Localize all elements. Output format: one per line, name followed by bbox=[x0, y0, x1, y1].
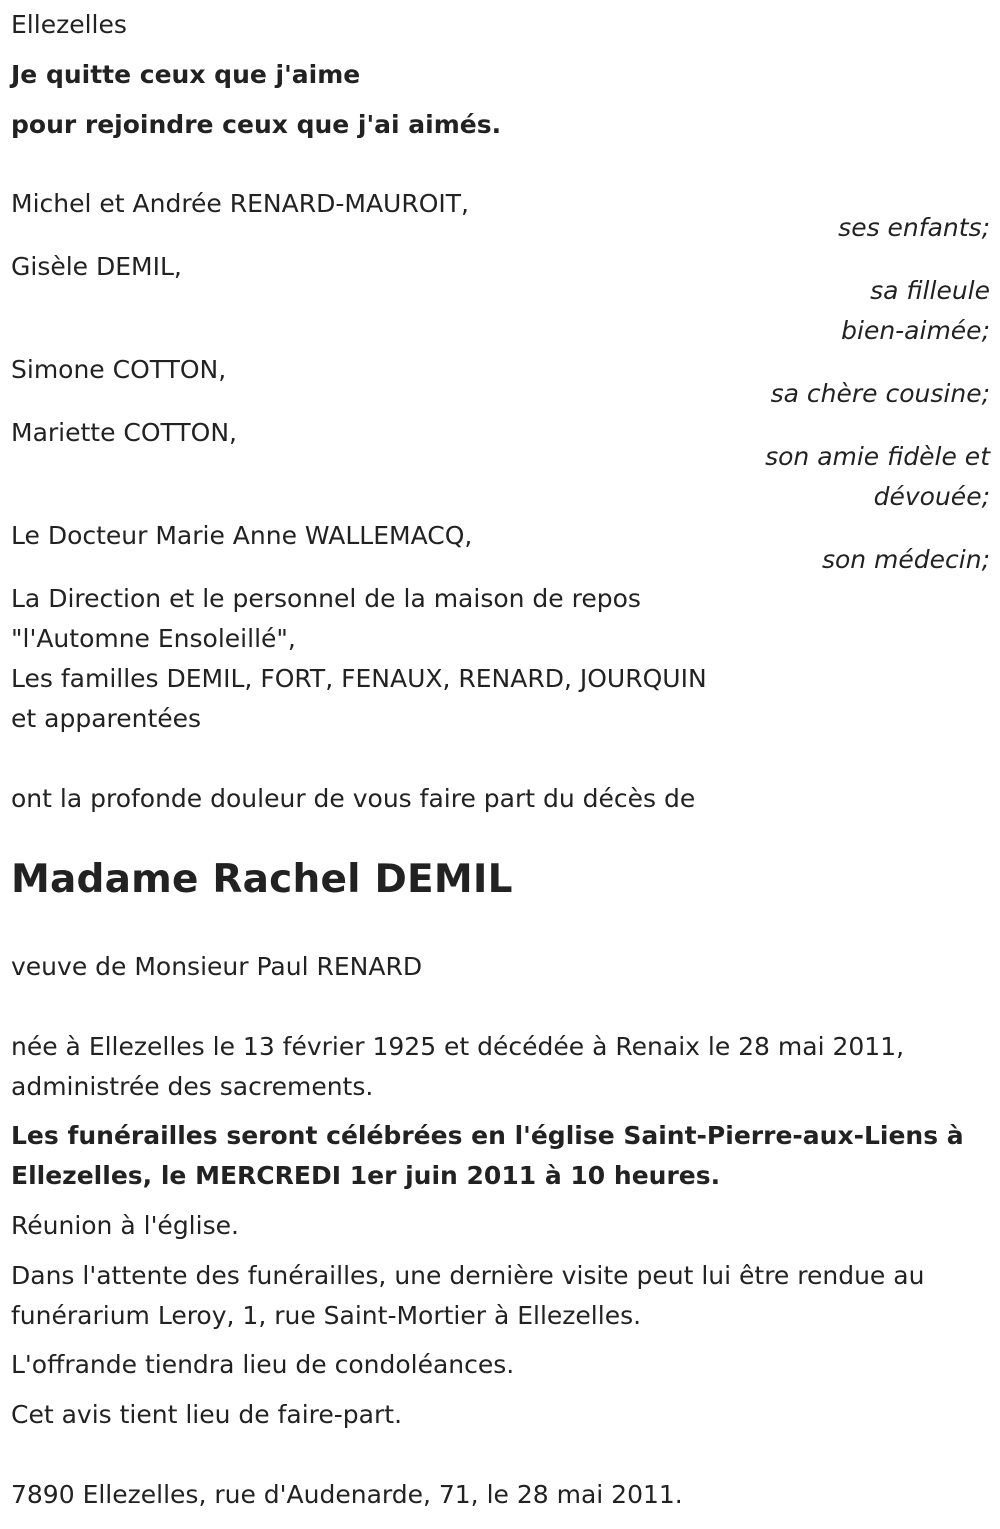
offering: L'offrande tiendra lieu de condoléances. bbox=[11, 1350, 515, 1379]
mourner-relation-1: ses enfants; bbox=[838, 213, 990, 242]
quote-line-1: Je quitte ceux que j'aime bbox=[11, 60, 361, 89]
quote-line-2: pour rejoindre ceux que j'ai aimés. bbox=[11, 110, 502, 139]
mourner-name-4: Mariette COTTON, bbox=[11, 418, 237, 447]
mourner-name-1: Michel et Andrée RENARD-MAUROIT, bbox=[11, 189, 469, 218]
notice: Cet avis tient lieu de faire-part. bbox=[11, 1400, 403, 1429]
deceased-name: Madame Rachel DEMIL bbox=[11, 857, 513, 902]
funeral-line-1: Les funérailles seront célébrées en l'église Saint-Pierre-aux-Liens à bbox=[11, 1121, 964, 1150]
sacraments: administrée des sacrements. bbox=[11, 1072, 374, 1101]
mourner-relation-2a: sa filleule bbox=[870, 276, 990, 305]
visit-line-1: Dans l'attente des funérailles, une dernière visite peut lui être rendue au bbox=[11, 1261, 925, 1290]
others-line-1: La Direction et le personnel de la maison de repos bbox=[11, 584, 641, 613]
birth-death: née à Ellezelles le 13 février 1925 et décédée à Renaix le 28 mai 2011, bbox=[11, 1032, 905, 1061]
others-line-4: et apparentées bbox=[11, 704, 202, 733]
meeting: Réunion à l'église. bbox=[11, 1211, 239, 1240]
visit-line-2: funérarium Leroy, 1, rue Saint-Mortier à Ellezelles. bbox=[11, 1301, 642, 1330]
address: 7890 Ellezelles, rue d'Audenarde, 71, le 28 mai 2011. bbox=[11, 1480, 683, 1509]
header-place: Ellezelles bbox=[11, 10, 127, 39]
mourner-relation-3: sa chère cousine; bbox=[770, 379, 990, 408]
announcement: ont la profonde douleur de vous faire part du décès de bbox=[11, 784, 696, 813]
others-line-3: Les familles DEMIL, FORT, FENAUX, RENARD, JOURQUIN bbox=[11, 664, 707, 693]
mourner-relation-4a: son amie fidèle et bbox=[765, 442, 990, 471]
mourner-relation-4b: dévouée; bbox=[873, 482, 990, 511]
others-line-2: "l'Automne Ensoleillé", bbox=[11, 624, 296, 653]
mourner-relation-2b: bien-aimée; bbox=[841, 316, 990, 345]
mourner-relation-5: son médecin; bbox=[821, 545, 990, 574]
deceased-spouse: veuve de Monsieur Paul RENARD bbox=[11, 952, 423, 981]
mourner-name-3: Simone COTTON, bbox=[11, 355, 227, 384]
funeral-line-2: Ellezelles, le MERCREDI 1er juin 2011 à 10 heures. bbox=[11, 1161, 721, 1190]
mourner-name-2: Gisèle DEMIL, bbox=[11, 252, 182, 281]
mourner-name-5: Le Docteur Marie Anne WALLEMACQ, bbox=[11, 521, 473, 550]
